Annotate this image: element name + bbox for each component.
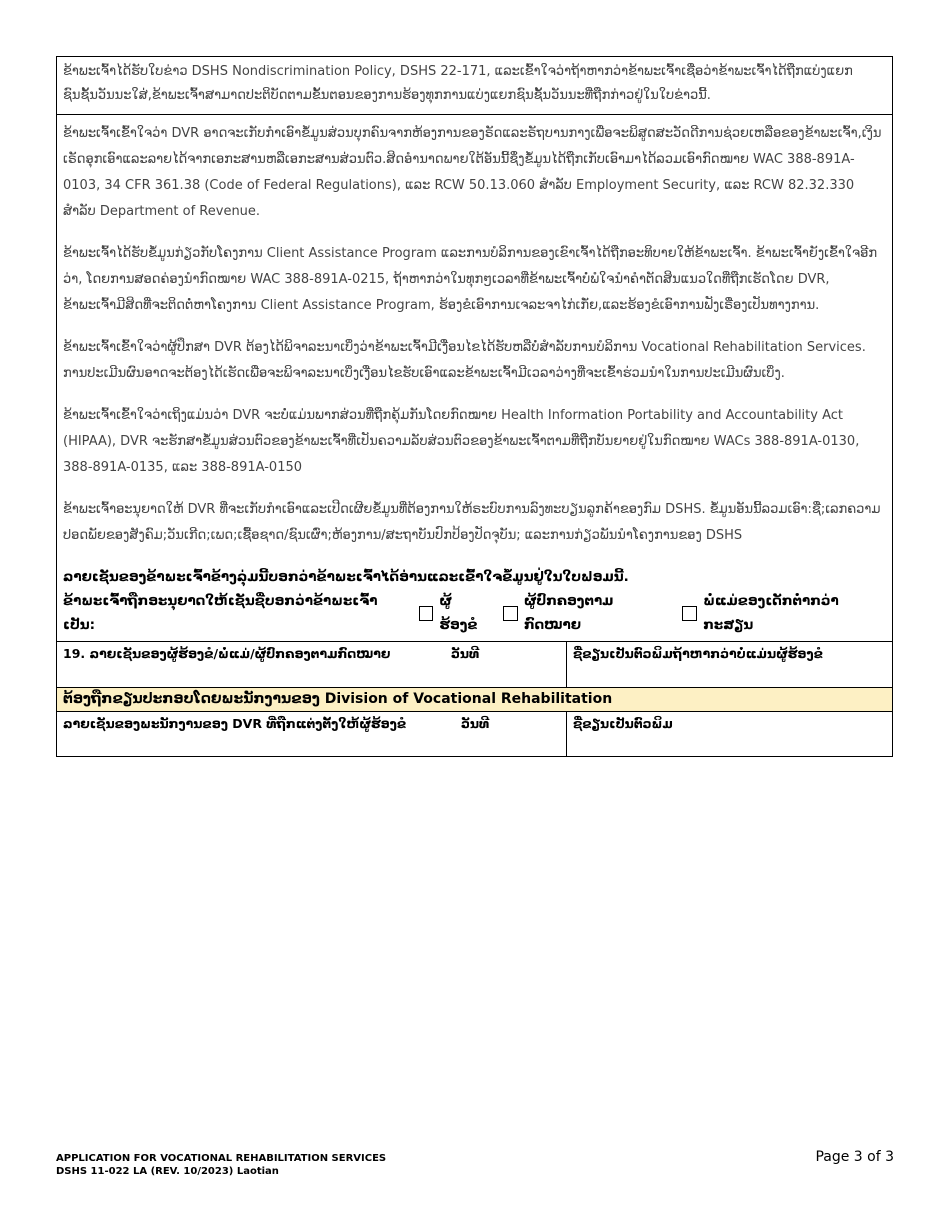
checkbox-icon[interactable] (503, 606, 518, 621)
eligibility-paragraph: ຂ້າພະເຈົ້າເຂົ້າໃຈວ່າຜູ້ປຶກສາ DVR ຕ້ອງໄດ້ພິຈາລະນາເບິ່ງວ່າຂ້າພະເຈົ້າມີເງື່ອນໄຂໄດ້ຮັບຫລືບໍ່ສຳລັບການບໍລິການ Vocational Rehabilitation Services. ການປະເມີນຜົນອາດຈະຕ້ອງໄດ້ເຮັດເພື່ອຈະພິຈາລະນາເບິ່ງເງື່ອນໄຂຮັບເອົາແລະຂ້າພະເຈົ້າມີເວລາວ່າງທີ່ຈະເຂົ້າຮ່ວມນຳໃນການປະເມີນຜົນເບິ່ງ. (63, 340, 866, 381)
form-title: APPLICATION FOR VOCATIONAL REHABILITATION SERVICES (56, 1153, 387, 1164)
printed-name-field[interactable] (567, 642, 892, 687)
staff-printed-name-field[interactable] (567, 712, 892, 756)
hipaa-paragraph: ຂ້າພະເຈົ້າເຂົ້າໃຈວ່າເຖິງແມ່ນວ່າ DVR ຈະບໍ່ແມ່ນພາກສ່ວນທີ່ຖືກຄຸ້ມກັນໂດຍກົດໝາຍ Health Information Portability and Accountability Act (HIPAA), DVR ຈະຮັກສາຂໍ້ມູນສ່ວນຕົວຂອງຂ້າພະເຈົ້າທີ່ເປັນຄວາມລັບສ່ວນຕົວຂອງຂ້າພະເຈົ້າຕາມທີ່ຖືກບັນຍາຍຢູ່ໃນກົດໝາຍ WACs 388-891A-0130, 388-891A-0135, ແລະ 388-891A-0150 (63, 408, 860, 475)
field-number: 19. (63, 646, 86, 661)
form-body (57, 115, 892, 641)
checkbox-icon[interactable] (419, 606, 434, 621)
checkbox-applicant[interactable]: ຜູ້ຮ້ອງຂໍ (419, 589, 490, 637)
staff-date-label: ວັນທີ (461, 716, 490, 731)
staff-section-header: ຕ້ອງຖືກຂຽນປະກອບໂດຍພະນັກງານຂອງ Division of Vocational Rehabilitation (57, 687, 892, 711)
staff-signature-row (57, 711, 892, 756)
acknowledgement-text: ລາຍເຊັນຂອງຂ້າພະເຈົ້າຂ້າງລຸ່ມນີ້ບອກວ່າຂ້າພະເຈົ້າໄດ້ອ່ານແລະເຂົ້າໃຈຂໍ້ມູນຢູ່ໃນໃບຟອມນີ້. (63, 569, 629, 585)
dshs-disclosure-paragraph: ຂ້າພະເຈົ້າອະນຸຍາດໃຫ້ DVR ທີ່ຈະເກັບກຳເອົາແລະເປີດເຜີຍຂໍ້ມູນທີ່ຕ້ອງການໃຫ້ຣະບົບການລົງທະບຽນລູກຄ້າຂອງກົມ DSHS. ຂໍ້ມູນອັນນີ້ລວມເອົາ:ຊື່;ເລກຄວາມປອດພັຍຂອງສັງຄົມ;ວັນເກີດ;ເພດ;ເຊື້ອຊາດ/ຊົນເຜົ່າ;ຫ້ອງການ/ສະຖາບັນປົກປ້ອງປັດຈຸບັນ; ແລະການກ່ຽວພັນນຳໂຄງການຂອງ DSHS (63, 502, 881, 543)
signer-role-checkboxes (63, 589, 886, 641)
checkbox-legal-guardian[interactable]: ຜູ້ປົກຄອງຕາມກົດໝາຍ (503, 589, 668, 637)
form-footer (56, 1152, 386, 1178)
client-assistance-paragraph: ຂ້າພະເຈົ້າໄດ້ຮັບຂໍ້ມູນກ່ຽວກັບໂຄງການ Client Assistance Program ແລະການບໍລິການຂອງເຂົາເຈົ້າໄດ້ຖືກອະທິບາຍໃຫ້ຂ້າພະເຈົ້າ. ຂ້າພະເຈົ້າຍັງເຂົ້າໃຈອີກວ່າ, ໂດຍການສອດຄ່ອງນຳກົດໝາຍ WAC 388-891A-0215, ຖ້າຫາກວ່າໃນທຸກໆເວລາທີ່ຂ້າພະເຈົ້າບໍ່ພໍໃຈນຳຄຳຕັດສິນແນວໃດທີ່ຖືກເຮັດໂດຍ DVR, ຂ້າພະເຈົ້າມີສິດທີ່ຈະຕິດຕໍ່ຫາໂຄງການ Client Assistance Program, ຮ້ອງຂໍເອົາການເຈລະຈາໄກ່ເກັ່ຍ,ແລະຮ້ອງຂໍເອົາການຟັງເຣື່ອງເປັນທາງການ. (63, 246, 878, 313)
applicant-signature-field[interactable] (57, 642, 567, 687)
staff-signature-field[interactable] (57, 712, 567, 756)
signature-label: ລາຍເຊັນຂອງຜູ້ຮ້ອງຂໍ/ພໍ່ແມ່/ຜູ້ປົກຄອງຕາມກົດໝາຍ (89, 646, 391, 661)
checkbox-parent-of-minor[interactable]: ພໍ່ແມ່ຂອງເດັກຕ່ຳກວ່າກະສຽນ (682, 589, 886, 637)
page-number: Page 3 of 3 (815, 1149, 894, 1165)
date-label: ວັນທີ (451, 646, 480, 661)
printed-name-label: ຊື່ຂຽນເປັນຕົວພິມຖ້າຫາກວ່າບໍ່ແມ່ນຜູ້ຮ້ອງຂໍ (573, 646, 823, 661)
applicant-signature-row (57, 641, 892, 687)
checkbox-prompt: ຂ້າພະເຈົ້າຖືກອະນຸຍາດໃຫ້ເຊັນຊື່ບອກວ່າຂ້າພະເຈົ້າເປັນ: (63, 593, 378, 633)
data-collection-paragraph: ຂ້າພະເຈົ້າເຂົ້າໃຈວ່າ DVR ອາດຈະເກັບກຳເອົາຂໍ້ມູນສ່ວນບຸກຄົນຈາກຫ້ອງການຂອງຣັດແລະຣັຖບານກາງເພື່ອຈະພິສູດສະວັດດີການຊ່ວຍເຫລືອຂອງຂ້າພະເຈົ້າ,ເງິນເຣັດອຸກເອົາແລະລາຍໄດ້ຈາກເອກະສານຫລືເອກະສານສ່ວນຕົວ.ສິດອຳນາດພາຍໃຕ້ອັນນີ້ຊຶ່ງຂໍ້ມູນໄດ້ຖືກເກັບເອົາມາໄດ້ລວມເອົາກົດໝາຍ WAC 388-891A-0103, 34 CFR 361.38 (Code of Federal Regulations), ແລະ RCW 50.13.060 ສຳລັບ Employment Security, ແລະ RCW 82.32.330 ສຳລັບ Department of Revenue. (63, 126, 882, 219)
checkbox-icon[interactable] (682, 606, 697, 621)
form-id: DSHS 11-022 LA (REV. 10/2023) Laotian (56, 1166, 279, 1177)
staff-printed-name-label: ຊື່ຂຽນເປັນຕົວພິມ (573, 716, 673, 731)
consent-form (56, 56, 893, 757)
staff-signature-label: ລາຍເຊັນຂອງພະນັກງານຂອງ DVR ທີ່ຖືກແຕ່ງຕັ້ງໃຫ້ຜູ້ຮ້ອງຂໍ (63, 716, 407, 731)
nondiscrimination-policy-text: ຂ້າພະເຈົ້າໄດ້ຮັບໃບຂ່າວ DSHS Nondiscrimination Policy, DSHS 22-171, ແລະເຂົ້າໃຈວ່າຖ້າຫາກວ່າຂ້າພະເຈົ້າເຊື່ອວ່າຂ້າພະເຈົ້າໄດ້ຖືກແບ່ງແຍກຊົນຊັ້ນວັນນະໃສ່,ຂ້າພະເຈົ້າສາມາດປະຕິບັດຕາມຂັ້ນຕອນຂອງການຮ້ອງທຸກການແບ່ງແຍກຊົນຊັ້ນວັນນະທີ່ຖືກກ່າວຢູ່ໃນໃບຂ່າວນີ້. (57, 57, 892, 115)
